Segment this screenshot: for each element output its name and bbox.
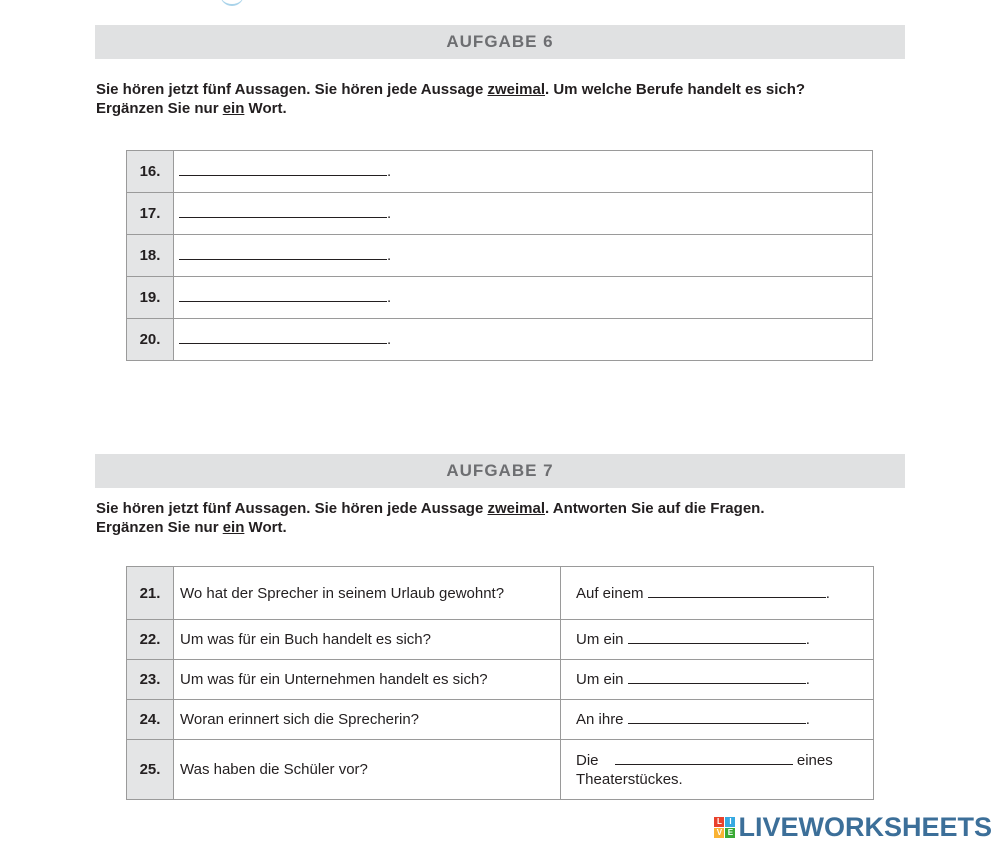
item-number: 23. (127, 660, 174, 700)
table-row (127, 740, 874, 800)
item-number: 25. (127, 740, 174, 800)
question-cell: Um was für ein Buch handelt es sich? (174, 620, 561, 660)
item-number: 16. (127, 151, 174, 193)
answer-suffix: . (805, 671, 810, 688)
task6-title: AUFGABE 6 (446, 32, 554, 51)
answer-blank-25[interactable] (615, 752, 793, 765)
logo-cube-letter: L (714, 817, 724, 827)
task7-banner (95, 454, 905, 488)
answer-blank-21[interactable] (648, 585, 826, 598)
task7-instructions (96, 499, 904, 537)
answer-blank-20[interactable] (179, 331, 387, 344)
answer-blank-22[interactable] (628, 631, 806, 644)
task7-instr-part: Ergänzen Sie nur (96, 519, 223, 536)
answer-suffix: eines (796, 751, 833, 769)
answer-suffix: . (805, 631, 810, 648)
task6-instructions (96, 80, 904, 118)
logo-cube-letter: I (725, 817, 735, 827)
answer-line2: Theaterstückes. (576, 770, 683, 788)
task6-instr-part: Ergänzen Sie nur (96, 100, 223, 117)
answer-cell (174, 151, 873, 193)
answer-blank-24[interactable] (628, 711, 806, 724)
task6-instr-emphasis: ein (222, 100, 245, 117)
item-number: 19. (127, 277, 174, 319)
answer-cell (174, 319, 873, 361)
answer-end: . (387, 289, 392, 306)
answer-cell (174, 277, 873, 319)
task6-instr-part: . Um welche Berufe handelt es sich? (545, 81, 806, 98)
task7-instr-emphasis: zweimal (487, 500, 546, 517)
answer-end: . (387, 163, 392, 180)
answer-prefix: Um ein (576, 631, 624, 648)
top-decoration-fragment (220, 0, 244, 6)
answer-end: . (387, 331, 392, 348)
task7-table (126, 566, 874, 800)
table-row (127, 620, 874, 660)
logo-cube-letter: E (725, 828, 735, 838)
answer-cell (174, 235, 873, 277)
logo-cube-icon (714, 817, 735, 838)
liveworksheets-logo (714, 812, 992, 843)
answer-blank-23[interactable] (628, 671, 806, 684)
answer-blank-19[interactable] (179, 289, 387, 302)
answer-end: . (387, 247, 392, 264)
answer-cell (174, 193, 873, 235)
answer-cell (561, 620, 874, 660)
question-cell: Um was für ein Unternehmen handelt es sich? (174, 660, 561, 700)
task6-instr-part: Sie hören jetzt fünf Aussagen. Sie hören jede Aussage (96, 81, 488, 98)
answer-blank-17[interactable] (179, 205, 387, 218)
answer-blank-16[interactable] (179, 163, 387, 176)
answer-end: . (387, 205, 392, 222)
task7-title: AUFGABE 7 (446, 461, 554, 480)
answer-cell (561, 660, 874, 700)
table-row (127, 151, 873, 193)
item-number: 22. (127, 620, 174, 660)
task6-banner (95, 25, 905, 59)
table-row (127, 660, 874, 700)
table-row (127, 277, 873, 319)
item-number: 20. (127, 319, 174, 361)
table-row (127, 319, 873, 361)
task7-instr-part: Sie hören jetzt fünf Aussagen. Sie hören jede Aussage (96, 500, 488, 517)
question-cell: Wo hat der Sprecher in seinem Urlaub gewohnt? (174, 567, 561, 620)
answer-cell (561, 700, 874, 740)
answer-prefix: Auf einem (576, 584, 644, 602)
answer-prefix: An ihre (576, 711, 624, 728)
answer-prefix: Um ein (576, 671, 624, 688)
table-row (127, 193, 873, 235)
table-row (127, 567, 874, 620)
logo-text: LIVEWORKSHEETS (738, 812, 992, 842)
item-number: 24. (127, 700, 174, 740)
task7-instr-part: . Antworten Sie auf die Fragen. (545, 500, 765, 517)
question-cell: Was haben die Schüler vor? (174, 740, 561, 800)
task6-table (126, 150, 873, 361)
answer-blank-18[interactable] (179, 247, 387, 260)
task6-instr-emphasis: zweimal (487, 81, 546, 98)
table-row (127, 700, 874, 740)
task6-instr-part: Wort. (244, 100, 287, 117)
item-number: 21. (127, 567, 174, 620)
task7-instr-part: Wort. (244, 519, 287, 536)
item-number: 17. (127, 193, 174, 235)
table-row (127, 235, 873, 277)
answer-suffix: . (805, 711, 810, 728)
item-number: 18. (127, 235, 174, 277)
answer-cell (561, 740, 874, 800)
logo-cube-letter: V (714, 828, 724, 838)
answer-cell (561, 567, 874, 620)
answer-prefix: Die (576, 751, 599, 769)
answer-suffix: . (825, 584, 830, 602)
question-cell: Woran erinnert sich die Sprecherin? (174, 700, 561, 740)
task7-instr-emphasis: ein (222, 519, 245, 536)
